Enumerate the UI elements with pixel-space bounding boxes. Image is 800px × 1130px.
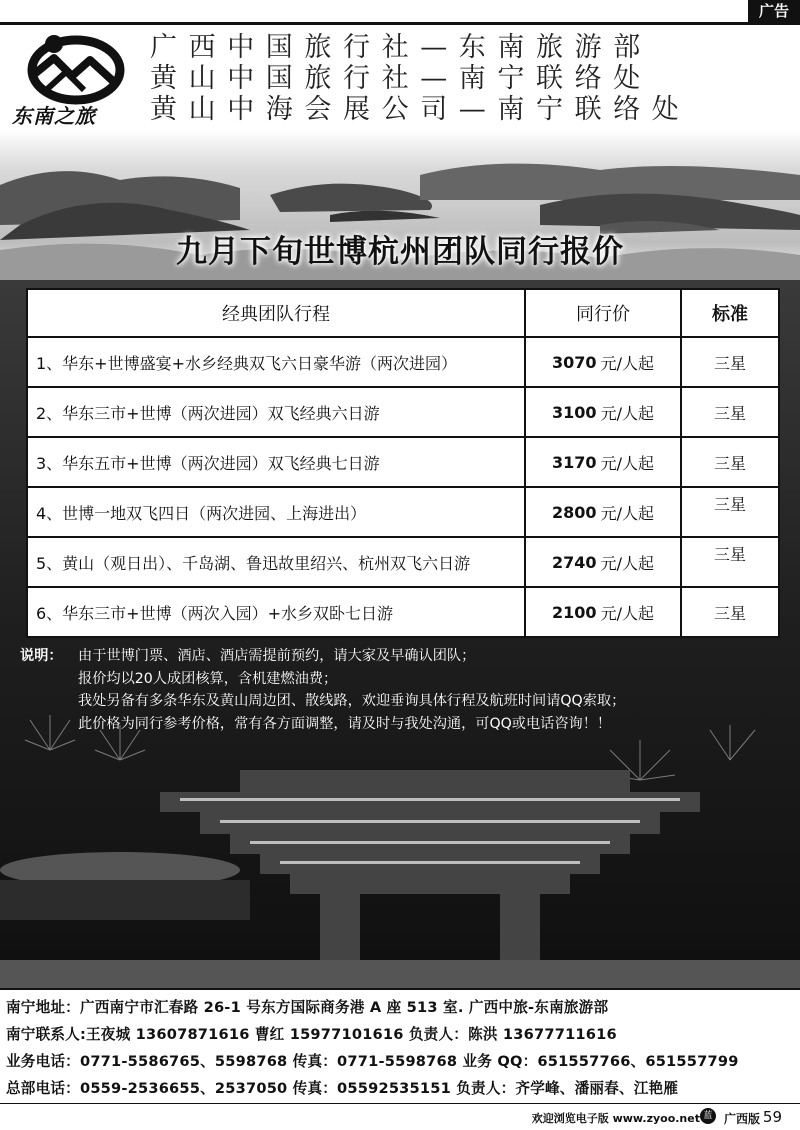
logo-text: 东南之旅 [12, 104, 96, 128]
note-line: 由于世博门票、酒店、酒店需提前预约，请大家及早确认团队； [78, 648, 476, 664]
org-names [150, 32, 790, 125]
price-value: 3070 [552, 352, 597, 372]
table-row [28, 438, 778, 488]
price-unit: 元/人起 [600, 403, 654, 423]
route-cell: 2、华东三市+世博（两次进园）双飞经典六日游 [28, 388, 526, 436]
price-unit: 元/人起 [600, 603, 654, 623]
level-cell: 三星 [713, 603, 746, 623]
price-cell [526, 338, 682, 386]
site-link-text: 欢迎浏览电子版 www.zyoo.net [531, 1112, 700, 1125]
notes-label: 说明： [20, 648, 63, 664]
column-header-level: 标准 [712, 304, 748, 325]
org-line: 广西中国旅行社—东南旅游部 [150, 32, 652, 63]
price-value: 2740 [552, 552, 597, 572]
price-cell [526, 388, 682, 436]
notes-lines [78, 645, 625, 735]
table-row [28, 488, 778, 538]
table-row [28, 538, 778, 588]
footer-business-phone: 业务电话：0771-5586765、5598768 传真：0771-5598768 业务 QQ：651557766、651557799 [6, 1053, 739, 1070]
footer-hq-phone: 总部电话：0559-2536655、2537050 传真：05592535151 负责人：齐学峰、潘丽春、江艳雁 [6, 1080, 679, 1097]
route-cell: 5、黄山（观日出）、千岛湖、鲁迅故里绍兴、杭州双飞六日游 [28, 538, 526, 586]
price-value: 3100 [552, 402, 597, 422]
level-cell: 三星 [713, 495, 746, 514]
contact-footer [0, 988, 800, 1105]
org-line: 黄山中国旅行社—南宁联络处 [150, 63, 652, 94]
route-cell: 4、世博一地双飞四日（两次进园、上海进出） [28, 488, 526, 536]
column-header-price: 同行价 [526, 290, 682, 336]
publication-logo-icon: 蓝 [700, 1108, 716, 1124]
org-line: 黄山中海会展公司—南宁联络处 [150, 94, 691, 125]
table-row [28, 338, 778, 388]
footer-contacts: 南宁联系人:王夜城 13607871616 曹红 15977101616 负责人：陈洪 13677711616 [6, 1026, 617, 1043]
price-unit: 元/人起 [600, 353, 654, 373]
page-title: 九月下旬世博杭州团队同行报价 [176, 234, 624, 270]
level-cell: 三星 [713, 453, 746, 473]
table-header-row [28, 290, 778, 338]
price-cell [526, 488, 682, 536]
edition-label: 广西版 [723, 1112, 760, 1126]
level-cell: 三星 [713, 353, 746, 373]
level-cell: 三星 [713, 545, 746, 564]
route-cell: 3、华东五市+世博（两次进园）双飞经典七日游 [28, 438, 526, 486]
level-cell: 三星 [713, 403, 746, 423]
route-cell: 1、华东+世博盛宴+水乡经典双飞六日豪华游（两次进园） [28, 338, 526, 386]
price-cell [526, 438, 682, 486]
header-rule [0, 22, 800, 25]
price-cell [526, 538, 682, 586]
price-value: 3170 [552, 452, 597, 472]
table-row [28, 388, 778, 438]
price-value: 2800 [552, 502, 597, 522]
price-unit: 元/人起 [600, 453, 654, 473]
price-table [26, 288, 780, 638]
page-footer-bar [0, 1103, 800, 1130]
note-line: 报价均以20人成团核算，含机建燃油费； [78, 670, 338, 687]
ad-tag: 广告 [748, 0, 800, 22]
footer-address: 南宁地址：广西南宁市汇春路 26-1 号东方国际商务港 A 座 513 室. 广西中旅-东南旅游部 [6, 999, 609, 1016]
price-value: 2100 [552, 602, 597, 622]
route-cell: 6、华东三市+世博（两次入园）+水乡双卧七日游 [28, 588, 526, 636]
column-header-route: 经典团队行程 [28, 290, 526, 336]
note-line: 我处另备有多条华东及黄山周边团、散线路，欢迎垂询具体行程及航班时间请QQ索取； [78, 693, 626, 709]
price-cell [526, 588, 682, 636]
price-unit: 元/人起 [600, 553, 654, 573]
table-row [28, 588, 778, 636]
note-line: 此价格为同行参考价格，常有各方面调整，请及时与我处沟通，可QQ或电话咨询！！ [78, 715, 612, 732]
page-number: 59 [762, 1108, 782, 1126]
price-unit: 元/人起 [600, 503, 654, 523]
